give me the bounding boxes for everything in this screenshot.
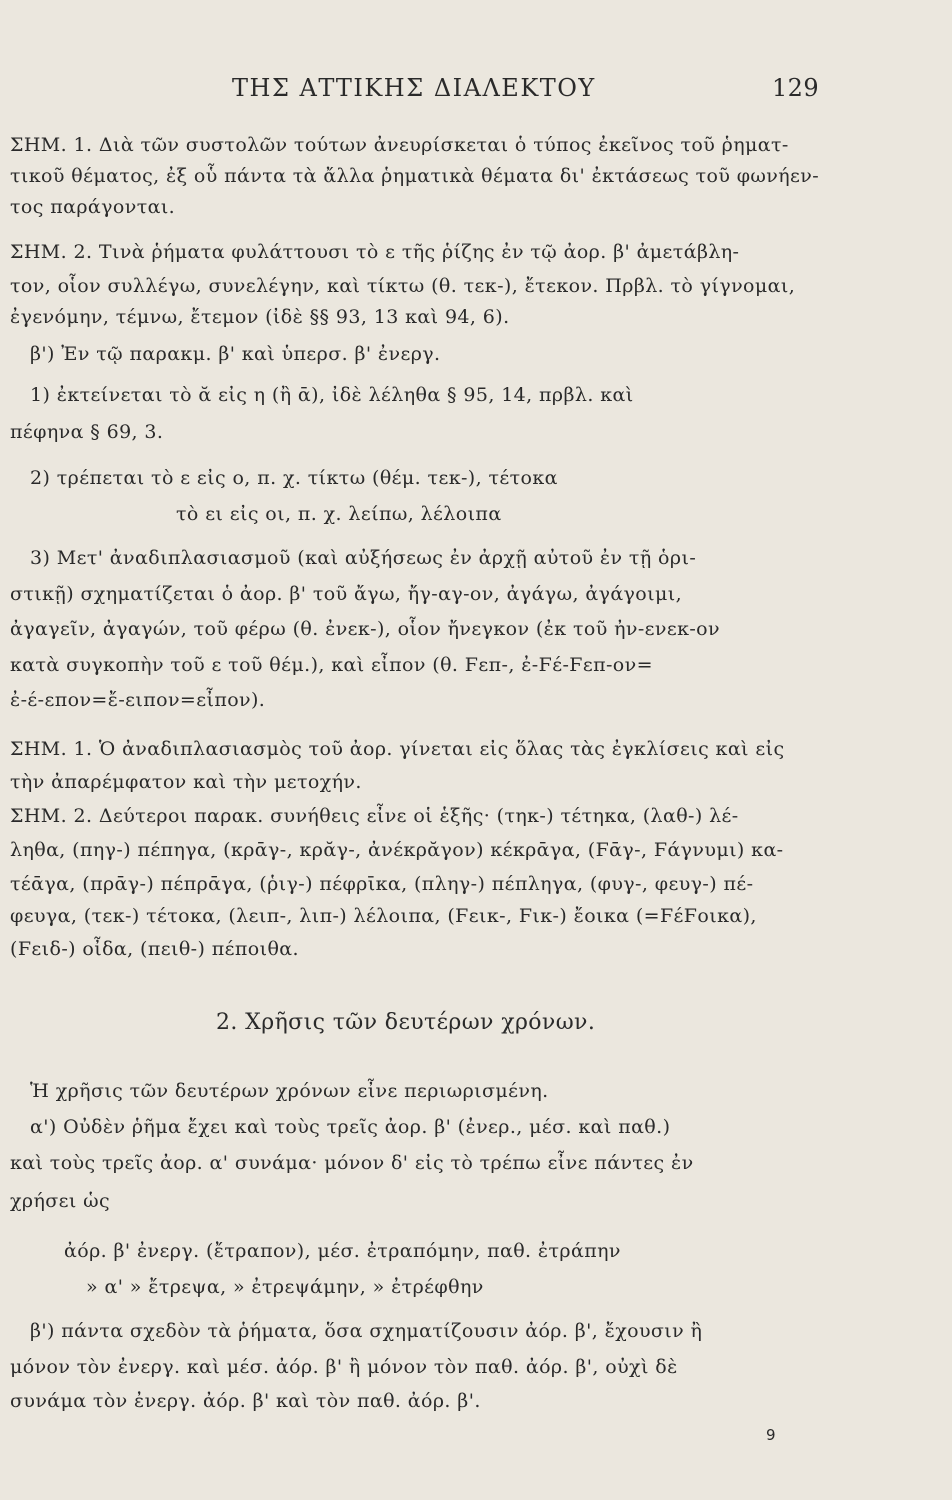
text-line: Ἡ χρῆσις τῶν δευτέρων χρόνων εἶνε περιωρισμένη. <box>30 1080 549 1102</box>
signature-mark: 9 <box>766 1426 776 1444</box>
text-line: ΣΗΜ. 2. Δεύτεροι παρακ. συνήθεις εἶνε οἱ ἑξῆς· (τηκ-) τέτηκα, (λαθ-) λέ- <box>10 805 739 827</box>
text-line: τέᾱγα, (πρᾱγ-) πέπρᾱγα, (ῥιγ-) πέφρῑκα, (πληγ-) πέπληγα, (φυγ-, φευγ-) πέ- <box>10 873 754 895</box>
text-line: καὶ τοὺς τρεῖς ἀορ. α' συνάμα· μόνον δ' εἰς τὸ τρέπω εἶνε πάντες ἐν <box>10 1152 694 1174</box>
text-line: ληθα, (πηγ-) πέπηγα, (κρᾱγ-, κρᾰγ-, ἀνέκρᾰγον) κέκρᾱγα, (Ϝᾱγ-, Ϝάγνυμι) κα- <box>10 839 784 861</box>
text-line: φευγα, (τεκ-) τέτοκα, (λειπ-, λιπ-) λέλοιπα, (Ϝεικ-, Ϝικ-) ἔοικα (=ϜέϜοικα), <box>10 905 757 927</box>
text-line: κατὰ συγκοπὴν τοῦ ε τοῦ θέμ.), καὶ εἶπον (θ. Ϝεπ-, ἐ-Ϝέ-Ϝεπ-ον= <box>10 654 653 676</box>
text-line: 2) τρέπεται τὸ ε εἰς ο, π. χ. τίκτω (θέμ. τεκ-), τέτοκα <box>30 467 558 489</box>
text-line: στικῇ) σχηματίζεται ὁ ἀορ. β' τοῦ ἄγω, ἤγ-αγ-ον, ἀγάγω, ἀγάγοιμι, <box>10 583 683 605</box>
text-line: ΣΗΜ. 2. Τινὰ ῥήματα φυλάττουσι τὸ ε τῆς ῥίζης ἐν τῷ ἀορ. β' ἀμετάβλη- <box>10 241 740 263</box>
section-title: 2. Χρῆσις τῶν δευτέρων χρόνων. <box>216 1010 596 1035</box>
text-line: τὸ ει εἰς οι, π. χ. λείπω, λέλοιπα <box>176 503 502 525</box>
running-header-title: ΤΗΣ ΑΤΤΙΚΗΣ ΔΙΑΛΕΚΤΟΥ <box>232 74 596 102</box>
section-heading: β') Ἐν τῷ παρακμ. β' καὶ ὑπερσ. β' ἐνεργ. <box>30 343 441 365</box>
text-line: 1) ἐκτείνεται τὸ ᾰ εἰς η (ἢ ᾱ), ἰδὲ λέληθα § 95, 14, πρβλ. καὶ <box>30 384 634 406</box>
text-line: συνάμα τὸν ἐνεργ. ἀόρ. β' καὶ τὸν παθ. ἀόρ. β'. <box>10 1390 481 1412</box>
text-line: ἀόρ. β' ἐνεργ. (ἔτραπον), μέσ. ἐτραπόμην, παθ. ἐτράπην <box>64 1240 621 1262</box>
text-line: ἀγαγεῖν, ἀγαγών, τοῦ φέρω (θ. ἐνεκ-), οἷον ἤνεγκον (ἐκ τοῦ ἠν-ενεκ-ον <box>10 618 720 640</box>
text-line: (Ϝειδ-) οἶδα, (πειθ-) πέποιθα. <box>10 938 299 960</box>
text-line: β') πάντα σχεδὸν τὰ ῥήματα, ὅσα σχηματίζουσιν ἀόρ. β', ἔχουσιν ἢ <box>30 1320 703 1342</box>
text-line: ΣΗΜ. 1. Διὰ τῶν συστολῶν τούτων ἀνευρίσκεται ὁ τύπος ἐκεῖνος τοῦ ῥηματ- <box>10 134 789 156</box>
text-line: πέφηνα § 69, 3. <box>10 421 164 443</box>
text-line: μόνον τὸν ἐνεργ. καὶ μέσ. ἀόρ. β' ἢ μόνον τὸν παθ. ἀόρ. β', οὐχὶ δὲ <box>10 1356 678 1378</box>
text-line: τικοῦ θέματος, ἐξ οὗ πάντα τὰ ἄλλα ῥηματικὰ θέματα δι' ἐκτάσεως τοῦ φωνήεν- <box>10 165 820 187</box>
text-line: τον, οἷον συλλέγω, συνελέγην, καὶ τίκτω (θ. τεκ-), ἔτεκον. Πρβλ. τὸ γίγνομαι, <box>10 275 796 297</box>
text-line: τὴν ἀπαρέμφατον καὶ τὴν μετοχήν. <box>10 771 362 793</box>
text-line: χρήσει ὡς <box>10 1190 111 1212</box>
text-line: ἐ-έ-επον=ἔ-ειπον=εἶπον). <box>10 689 266 711</box>
text-line: ἐγενόμην, τέμνω, ἔτεμον (ἰδὲ §§ 93, 13 καὶ 94, 6). <box>10 306 510 328</box>
text-line: 3) Μετ' ἀναδιπλασιασμοῦ (καὶ αὐξήσεως ἐν ἀρχῇ αὐτοῦ ἐν τῇ ὁρι- <box>30 547 697 569</box>
text-line: α') Οὐδὲν ῥῆμα ἔχει καὶ τοὺς τρεῖς ἀορ. β' (ἐνερ., μέσ. καὶ παθ.) <box>30 1116 671 1138</box>
text-line: τος παράγονται. <box>10 196 176 218</box>
text-line: » α' » ἔτρεψα, » ἐτρεψάμην, » ἐτρέφθην <box>86 1276 484 1298</box>
page-number: 129 <box>772 74 820 102</box>
text-line: ΣΗΜ. 1. Ὁ ἀναδιπλασιασμὸς τοῦ ἀορ. γίνεται εἰς ὅλας τὰς ἐγκλίσεις καὶ εἰς <box>10 738 785 760</box>
